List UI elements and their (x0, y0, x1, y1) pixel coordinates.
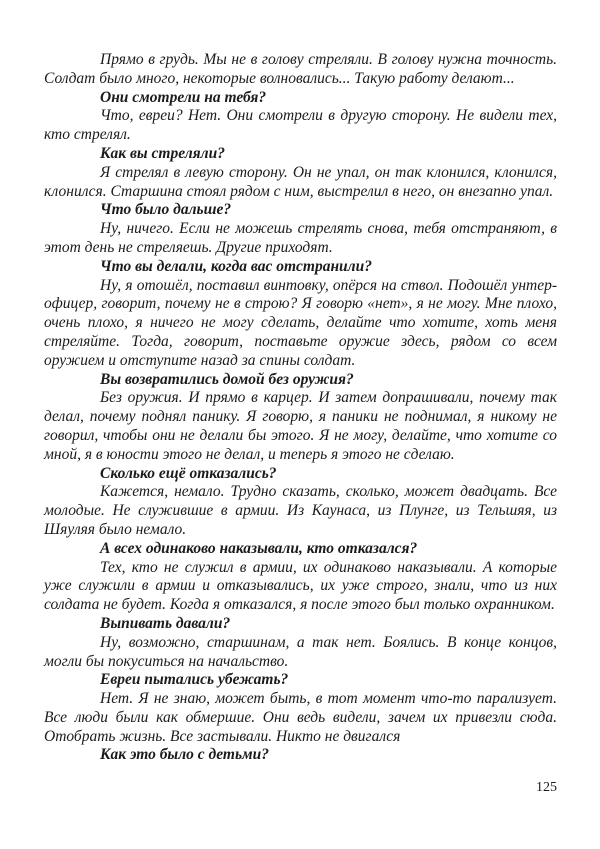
question-paragraph: А всех одинаково наказывали, кто отказался? (100, 539, 418, 557)
question-paragraph: Вы возвратились домой без оружия? (100, 370, 354, 388)
answer-paragraph: Нет. Я не знаю, может быть, в тот момент что-то парализует. Все люди были как обмершие. Они ведь видели, зачем их привезли сюда. Отобрать жизнь. Все застывали. Никто не двигался (44, 690, 557, 745)
page-number: 125 (536, 780, 557, 795)
answer-paragraph: Что, евреи? Нет. Они смотрели в другую сторону. Не видели тех, кто стрелял. (44, 107, 557, 144)
question-paragraph: Евреи пытались убежать? (100, 671, 289, 689)
answer-paragraph: Без оружия. И прямо в карцер. И затем допрашивали, почему так делал, почему поднял панику. Я говорю, я паники не поднимал, я никому не говорил, чтобы они не делали бы этого. Я не могу, делайте, что хотите со мной, я в юности этого не делал, и теперь я этого не сделаю. (44, 389, 557, 463)
question-paragraph: Что было дальше? (100, 201, 232, 219)
answer-paragraph: Ну, возможно, старшинам, а так нет. Боялись. В конце концов, могли бы покуситься на начальство. (44, 633, 557, 670)
answer-paragraph: Прямо в грудь. Мы не в голову стреляли. В голову нужна точность. Солдат было много, некоторые волновались... Такую работу делают... (44, 51, 557, 87)
page-text (44, 51, 557, 765)
answer-paragraph: Ну, ничего. Если не можешь стрелять снова, тебя отстраняют, в этот день не стреляешь. Другие приходят. (44, 220, 557, 256)
question-paragraph: Они смотрели на тебя? (100, 88, 267, 106)
answer-paragraph: Тех, кто не служил в армии, их одинаково наказывали. А которые уже служили в армии и отказывались, их уже строго, знали, что из них солдата не будет. Когда я отказался, я после этого был только охранником. (44, 558, 557, 614)
question-paragraph: Что вы делали, когда вас отстранили? (100, 257, 373, 275)
question-paragraph: Сколько ещё отказались? (100, 464, 277, 482)
question-paragraph: Выпивать давали? (100, 614, 231, 632)
answer-paragraph: Кажется, немало. Трудно сказать, сколько, может двадцать. Все молодые. Не служившие в армии. Из Каунаса, из Плунге, из Тельшяя, из Шяуляя было немало. (44, 483, 557, 538)
answer-paragraph: Ну, я отошёл, поставил винтовку, опёрся на ствол. Подошёл унтер-офицер, говорит, почему не в строю? Я говорю «нет», я не могу. Мне плохо, очень плохо, я ничего не могу сделать, делайте что хотите, хоть меня стреляйте. Тогда, говорит, поставьте оружие здесь, рядом со всем оружием и отступите назад за спины солдат. (44, 276, 557, 369)
question-paragraph: Как вы стреляли? (100, 144, 225, 162)
answer-paragraph: Я стрелял в левую сторону. Он не упал, он так клонился, клонился, клонился. Старшина стоял рядом с ним, выстрелил в него, он внезапно упал. (44, 163, 557, 200)
question-paragraph: Как это было с детьми? (100, 746, 270, 764)
